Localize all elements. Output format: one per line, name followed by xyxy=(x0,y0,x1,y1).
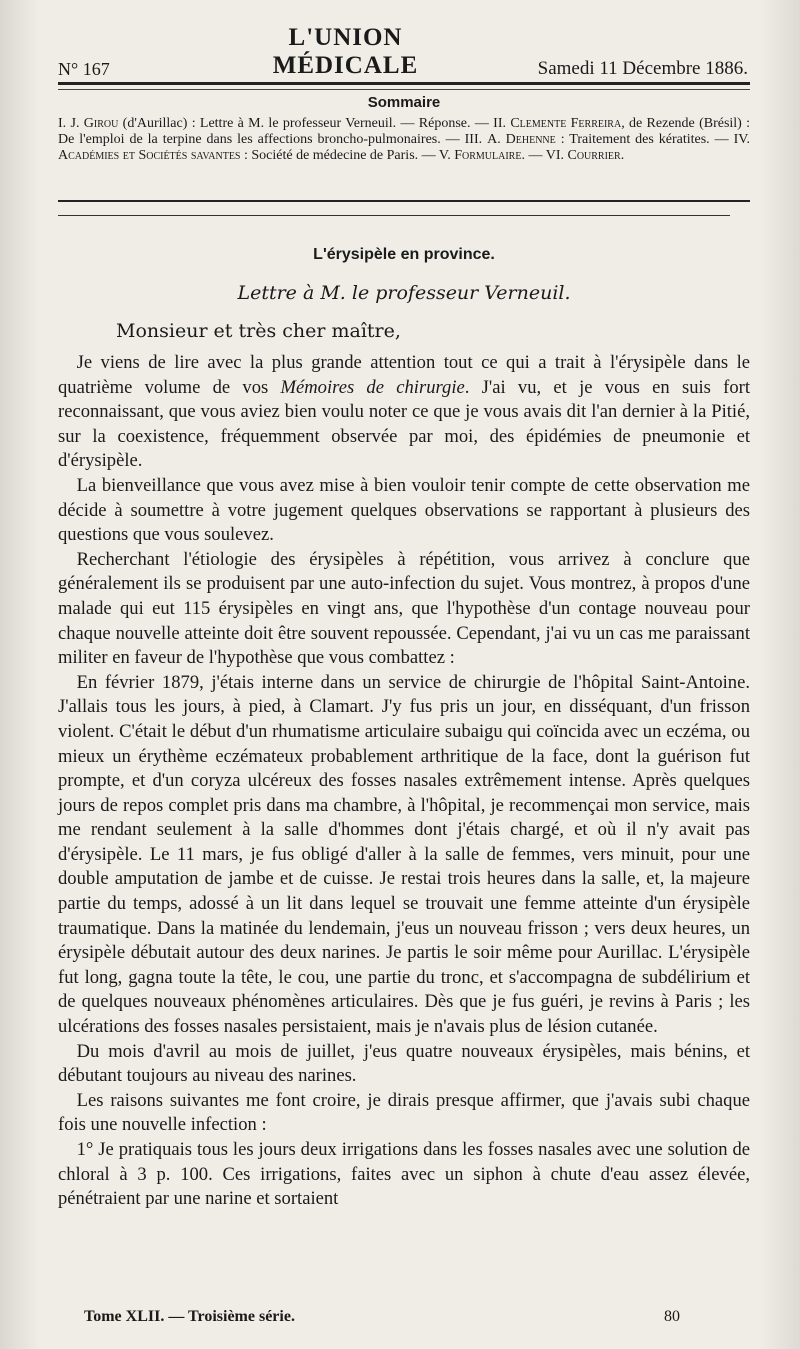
paragraph: Recherchant l'étiologie des érysipèles à répétition, vous arrivez à conclure que généralement ils se produisent par une auto-infection du sujet. Vous montrez, à propos d'une malade qui eut 115 érysipèles en vingt ans, que l'hypothèse d'un contage nouveau pour chaque nouvelle atteinte doit être souvent repoussée. Cependant, j'ai vu un cas me paraissant militer en faveur de l'hypothèse que vous combattez : xyxy=(58,548,750,669)
sommaire-title: Sommaire xyxy=(367,94,441,111)
sommaire-item-author: Académies et Sociétés savantes xyxy=(58,148,241,163)
paragraph: La bienveillance que vous avez mise à bien vouloir tenir compte de cette observation me décide à soumettre à votre jugement quelques observations se rapportant à plusieurs des questions que vous soulevez. xyxy=(58,474,750,546)
article-subtitle: Lettre à M. le professeur Verneuil. xyxy=(237,282,571,304)
salutation: Monsieur et très cher maître, xyxy=(116,320,401,342)
volume-info: Tome XLII. — Troisième série. xyxy=(84,1308,295,1325)
paragraph xyxy=(58,351,750,474)
sommaire-item-num: I. xyxy=(58,116,67,131)
page-number: 80 xyxy=(664,1308,680,1325)
sommaire-item-text: : Traitement des kératites. — xyxy=(560,132,729,147)
sommaire-item-author: Courrier xyxy=(567,148,621,163)
header-rule-thin xyxy=(58,89,750,90)
sommaire-item-num: II. xyxy=(493,116,506,131)
sommaire-rule-thin xyxy=(58,215,730,216)
paragraph: En février 1879, j'étais interne dans un service de chirurgie de l'hôpital Saint-Antoine. J'allais tous les jours, à pied, à Clamart. J'y fus pris un jour, en disséquant, d'un frisson violent. C'était le début d'un rhumatisme articulaire subaigu qui coïncida avec un eczéma, ou mieux un érythème eczémateux probablement arthritique de la face, dont la guérison fut prompte, et d'un coryza ulcéreux des fosses nasales extrêmement intense. Après quelques jours de repos complet pris dans ma chambre, à l'hôpital, je recommençai mon service, mais me rendant seulement à la salle d'hommes dont j'étais chargé, et où il n'y avait pas d'érysipèle. Le 11 mars, je fus obligé d'aller à la salle de femmes, vers minuit, pour une double amputation de jambe et de cuisse. Je restai trois heures dans la salle, et, la majeure partie du temps, adossé à un lit dans lequel se trouvait une femme atteinte d'un érysipèle traumatique. Dans la matinée du lendemain, j'eus un nouveau frisson ; vers deux heures, un érysipèle débutait autour des deux narines. Je partis le soir même pour Aurillac. L'érysipèle fut long, gagna toute la tête, le cou, une partie du tronc, et s'accompagna de subdélirium et de quelques nouveaux phénomènes articulaires. Dès que je fus guéri, je revins à Paris ; les ulcérations des fosses nasales persistaient, mais je n'avais plus de lésion cutanée. xyxy=(58,671,750,1038)
issue-date: Samedi 11 Décembre 1886. xyxy=(537,58,748,79)
sommaire-item-text: , de Rezende (Brésil) : De l'emploi de la terpine dans les affections broncho-pulmonaires. — xyxy=(58,116,751,147)
sommaire-item-text: (d'Aurillac) : Lettre à M. le professeur Verneuil. — Réponse. — xyxy=(122,116,489,131)
sommaire-item-text: . — xyxy=(521,148,543,163)
sommaire-item-num: V. xyxy=(438,148,451,163)
article-body xyxy=(58,351,750,1212)
paragraph-text: . J'ai vu, et je vous en suis fort reconnaissant, que vous aviez bien voulu noter ce que je vous avais dit l'an dernier à la Pitié, sur la coexistence, fréquemment observée par moi, des épidémies de pneumonie et d'érysipèle. xyxy=(58,376,750,472)
sommaire-item-author: Clemente Ferreira xyxy=(510,116,622,131)
paragraph-italic-text: Mémoires de chirurgie xyxy=(280,376,465,398)
journal-title: L'UNION MÉDICALE xyxy=(272,24,419,79)
sommaire-text xyxy=(58,116,750,164)
sommaire-item-num: III. xyxy=(464,132,483,147)
article-title: L'érysipèle en province. xyxy=(313,246,495,263)
sommaire-item-author: A. Dehenne xyxy=(487,132,556,147)
issue-number: N° 167 xyxy=(58,59,110,79)
paragraph: Du mois d'avril au mois de juillet, j'eus quatre nouveaux érysipèles, mais bénins, et débutant toujours au niveau des narines. xyxy=(58,1040,750,1087)
sommaire-rule xyxy=(58,200,750,202)
paragraph: 1° Je pratiquais tous les jours deux irrigations dans les fosses nasales avec une solution de chloral à 3 p. 100. Ces irrigations, faites avec un siphon à chute d'eau assez élevée, pénétraient par une narine et sortaient xyxy=(58,1139,750,1210)
sommaire-item-num: VI. xyxy=(545,148,564,163)
page-header xyxy=(58,24,748,80)
page-footer xyxy=(84,1308,680,1326)
header-rule xyxy=(58,82,750,85)
paragraph: Les raisons suivantes me font croire, je dirais presque affirmer, que j'avais subi chaque fois une nouvelle infection : xyxy=(58,1089,750,1136)
sommaire-item-author: Formulaire xyxy=(454,148,522,163)
sommaire-item-text: . xyxy=(620,148,625,163)
sommaire-item-text: : Société de médecine de Paris. — xyxy=(243,148,436,163)
sommaire-item-author: J. Girou xyxy=(70,116,119,131)
sommaire-item-num: IV. xyxy=(733,132,751,147)
paragraph-text: Je viens de lire avec la plus grande attention tout ce qui a trait à l'érysipèle dans le quatrième volume de vos xyxy=(58,352,750,398)
